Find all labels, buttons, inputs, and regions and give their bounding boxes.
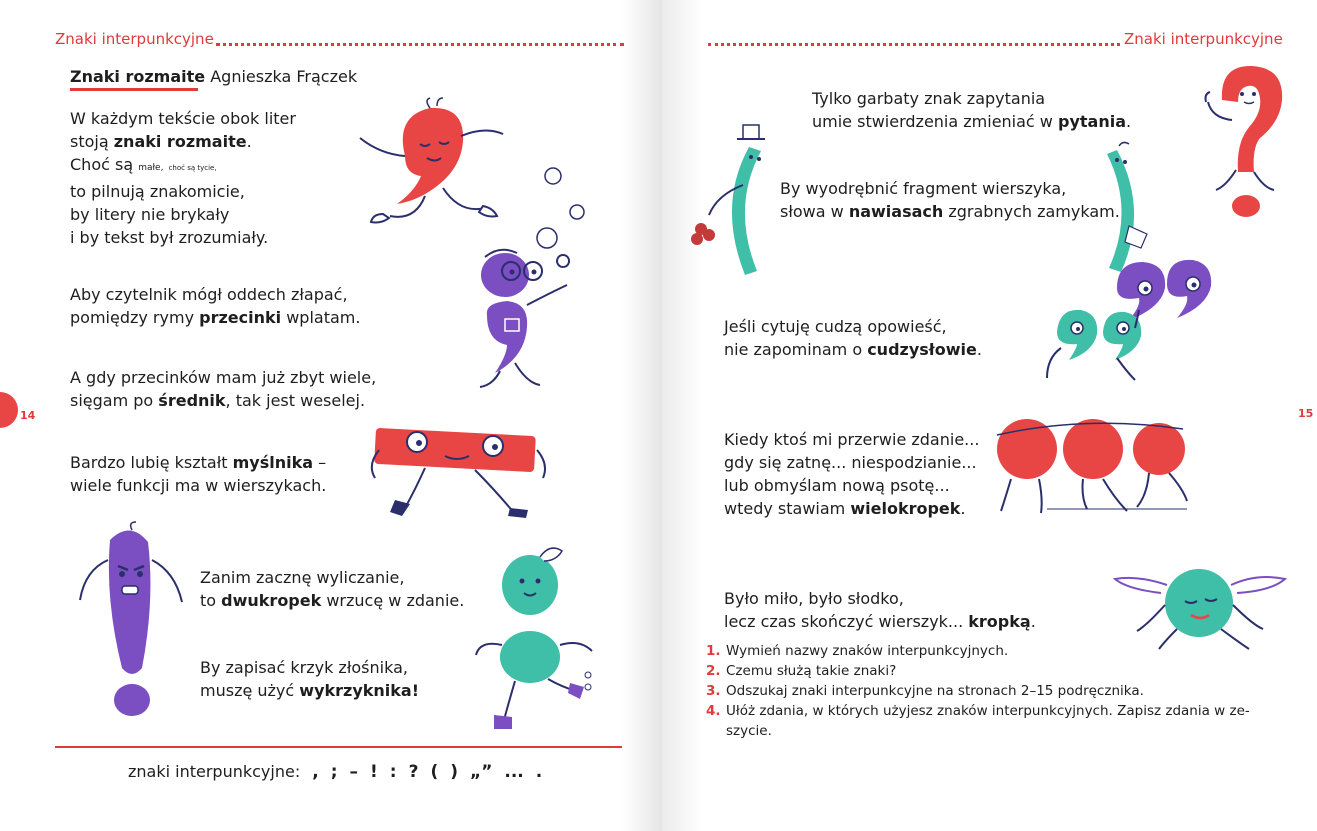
- keyword: średnik: [158, 391, 226, 410]
- exercise-item: [706, 701, 1296, 741]
- stanza-period: [724, 587, 1036, 633]
- verse-text: .: [1030, 612, 1036, 631]
- verse-text: umie stwierdzenia zmieniać w: [812, 112, 1058, 131]
- exercise-number: 4.: [706, 703, 721, 719]
- quotes-characters-icon: [1017, 248, 1207, 388]
- question-mark: ?: [408, 762, 419, 782]
- verse-line: Kiedy ktoś mi przerwie zdanie...: [724, 430, 980, 449]
- stanza-3: [70, 366, 376, 412]
- verse-line: [70, 130, 296, 153]
- exercise-item: [706, 641, 1296, 661]
- verse-line: Tylko garbaty znak zapytania: [812, 89, 1046, 108]
- verse-line: W każdym tekście obok liter: [70, 109, 296, 128]
- verse-text: nie zapominam o: [724, 340, 868, 359]
- verse-line: By wyodrębnić fragment wierszyka,: [780, 179, 1067, 198]
- exercise-text: Odszukaj znaki interpunkcyjne na stronach 2–15 podręcznika.: [726, 683, 1144, 699]
- poem-title: Znaki rozmaite: [70, 67, 206, 86]
- verse-line: [724, 497, 979, 520]
- poem-author: Agnieszka Frączek: [210, 67, 358, 86]
- verse-text: .: [1125, 112, 1132, 131]
- verse-line: [70, 153, 296, 180]
- comma-mark: ,: [312, 762, 319, 782]
- semicolon-character-icon: [455, 245, 595, 395]
- page-number-left: 14: [20, 409, 36, 422]
- verse-text: zgrabnych zamykam.: [943, 202, 1120, 221]
- verse-text: .: [246, 132, 252, 151]
- verse-line: [70, 306, 360, 329]
- ellipsis-mark: ...: [504, 762, 524, 782]
- exclamation-mark: !: [370, 762, 378, 782]
- verse-text: –: [313, 453, 327, 472]
- keyword: wielokropek: [850, 499, 961, 518]
- spine-shadow: [622, 0, 662, 831]
- verse-text: wrzucę w zdanie.: [321, 591, 465, 610]
- exercise-text: [726, 701, 1250, 741]
- verse-line: [70, 389, 376, 412]
- exercise-item: [706, 681, 1296, 701]
- keyword: znaki rozmaite: [113, 132, 247, 151]
- verse-line: [724, 610, 1036, 633]
- soap-bubbles-icon: [535, 160, 595, 255]
- page-number-right: 15: [1298, 407, 1314, 420]
- verse-text: stoją: [70, 132, 114, 151]
- verse-line: i by tekst był zrozumiały.: [70, 228, 269, 247]
- verse-line: to pilnują znakomicie,: [70, 182, 245, 201]
- stanza-ellipsis: [724, 428, 979, 520]
- dash-character-icon: [365, 420, 550, 525]
- verse-line: [812, 110, 1131, 133]
- question-character-icon: [1192, 60, 1292, 220]
- exclamation-character-icon: [70, 520, 190, 725]
- verse-text: .: [960, 499, 966, 518]
- stanza-1: [70, 107, 296, 249]
- keyword: wykrzyknika!: [299, 681, 420, 700]
- stanza-question: [812, 87, 1131, 133]
- verse-line: By zapisać krzyk złośnika,: [200, 658, 408, 677]
- exercise-item: [706, 661, 1296, 681]
- verse-line: gdy się zatnę... niespodzianie...: [724, 453, 977, 472]
- verse-line: [724, 338, 982, 361]
- stanza-quotes: [724, 315, 982, 361]
- keyword: dwukropek: [221, 591, 322, 610]
- verse-line: [70, 451, 326, 474]
- exercise-list: [706, 641, 1296, 741]
- verse-line: Zanim zacznę wyliczanie,: [200, 568, 405, 587]
- header-dots-right: [708, 43, 1120, 46]
- semicolon-mark: ;: [330, 762, 338, 782]
- bottom-rule: [55, 746, 622, 748]
- verse-text: Bardzo lubię kształt: [70, 453, 233, 472]
- exercise-number: 1.: [706, 643, 721, 659]
- verse-line: lub obmyślam nową psotę...: [724, 476, 950, 495]
- stanza-2: [70, 283, 360, 329]
- stanza-4: [70, 451, 326, 497]
- keyword: myślnika: [232, 453, 314, 472]
- right-page: [662, 0, 1317, 831]
- exercise-number: 2.: [706, 663, 721, 679]
- verse-text: wplatam.: [281, 308, 361, 327]
- verse-line: [200, 589, 464, 612]
- verse-line: by litery nie brykały: [70, 205, 230, 224]
- verse-text: pomiędzy rymy: [70, 308, 200, 327]
- verse-line: [780, 200, 1120, 223]
- small-text: małe,: [138, 163, 164, 173]
- poem-title-row: [70, 67, 357, 86]
- comma-character-icon: [335, 96, 510, 246]
- verse-text: wtedy stawiam: [724, 499, 851, 518]
- verse-text: to: [200, 591, 222, 610]
- keyword: cudzysłowie: [867, 340, 977, 359]
- page-tab: [0, 392, 18, 428]
- stanza-5: [200, 566, 464, 612]
- verse-text: Choć są: [70, 155, 139, 174]
- ellipsis-characters-icon: [987, 415, 1187, 525]
- exercise-text-continuation: szycie.: [726, 723, 772, 739]
- keyword: przecinki: [199, 308, 282, 327]
- exercise-number: 3.: [706, 683, 721, 699]
- open-paren-mark: (: [430, 762, 439, 782]
- verse-text: , tak jest weselej.: [225, 391, 366, 410]
- period-mark: .: [535, 762, 543, 782]
- verse-line: Było miło, było słodko,: [724, 589, 904, 608]
- quotes-mark: „”: [470, 762, 493, 782]
- verse-line: [200, 679, 419, 702]
- colon-mark: :: [389, 762, 397, 782]
- keyword: pytania: [1057, 112, 1126, 131]
- verse-text: słowa w: [780, 202, 849, 221]
- marks-label: znaki interpunkcyjne:: [128, 762, 301, 781]
- verse-text: lecz czas skończyć wierszyk...: [724, 612, 969, 631]
- colon-character-icon: [470, 545, 600, 735]
- punctuation-marks-row: [128, 762, 542, 782]
- period-character-icon: [1107, 545, 1297, 655]
- header-dots-left: [216, 43, 624, 46]
- verse-line: wiele funkcji ma w wierszykach.: [70, 476, 327, 495]
- exercise-text: Czemu służą takie znaki?: [726, 663, 897, 679]
- verse-line: A gdy przecinków mam już zbyt wiele,: [70, 368, 377, 387]
- tiny-text: choć są tycie,: [168, 164, 217, 172]
- verse-line: Jeśli cytuję cudzą opowieść,: [724, 317, 947, 336]
- verse-line: Aby czytelnik mógł oddech złapać,: [70, 285, 348, 304]
- exercise-text-line: Ułóż zdania, w których użyjesz znaków interpunkcyjnych. Zapisz zdania w ze-: [726, 703, 1250, 719]
- verse-text: .: [976, 340, 982, 359]
- keyword: nawiasach: [848, 202, 944, 221]
- stanza-6: [200, 656, 419, 702]
- open-paren-character-icon: [687, 125, 777, 285]
- stanza-parentheses: [780, 177, 1120, 223]
- keyword: kropką: [968, 612, 1031, 631]
- running-header-left: Znaki interpunkcyjne: [55, 30, 214, 48]
- dash-mark: –: [349, 762, 358, 782]
- exercise-text: Wymień nazwy znaków interpunkcyjnych.: [726, 643, 1009, 659]
- verse-text: sięgam po: [70, 391, 159, 410]
- title-underline: [70, 88, 198, 91]
- close-paren-mark: ): [450, 762, 459, 782]
- running-header-right: Znaki interpunkcyjne: [1124, 30, 1283, 48]
- verse-text: muszę użyć: [200, 681, 300, 700]
